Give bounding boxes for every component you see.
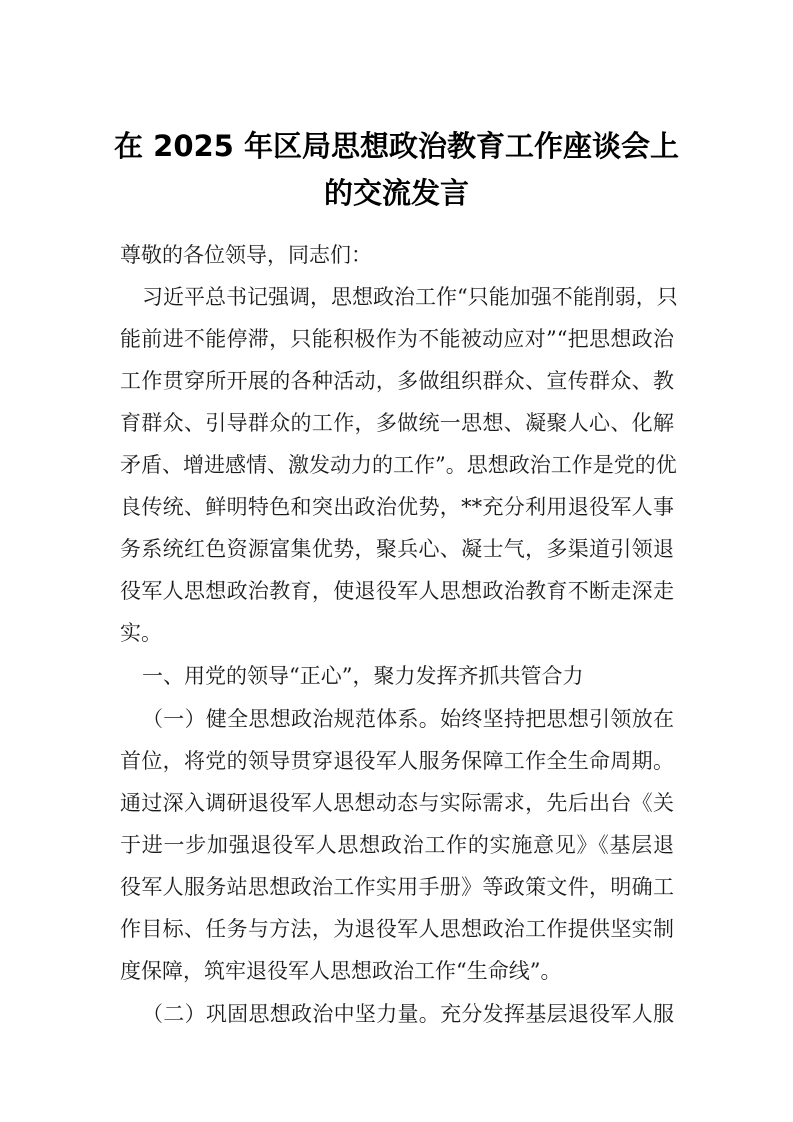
section-heading-line: [0, 656, 793, 696]
body-line: [0, 909, 793, 949]
salutation-line: [0, 235, 793, 275]
body-line: [0, 529, 793, 569]
paragraph-text: 育群众、引导群众的工作，多做统一思想、凝聚人心、化解: [120, 411, 674, 435]
body-line: [0, 994, 793, 1034]
document-title-line-1: 在 2025 年区局思想政治教育工作座谈会上: [114, 129, 679, 163]
paragraph-text: 务系统红色资源富集优势，聚兵心、凝士气，多渠道引领退: [120, 537, 674, 561]
body-line: [0, 277, 793, 317]
body-line: [0, 361, 793, 401]
paragraph-text: 度保障，筑牢退役军人思想政治工作“生命线”。: [120, 959, 562, 983]
paragraph-text: 作目标、任务与方法，为退役军人思想政治工作提供坚实制: [120, 917, 674, 941]
body-line: [0, 319, 793, 359]
body-line: [0, 867, 793, 907]
paragraph-text: 实。: [120, 621, 162, 645]
body-line: [0, 613, 793, 653]
body-line: [0, 571, 793, 611]
paragraph-text: 习近平总书记强调，思想政治工作“只能加强不能削弱，只: [142, 285, 678, 309]
paragraph-text: 能前进不能停滞，只能积极作为不能被动应对”“把思想政治: [120, 327, 674, 351]
body-line: [0, 951, 793, 991]
paragraph-text: 矛盾、增进感情、激发动力的工作”。思想政治工作是党的优: [120, 453, 677, 477]
paragraph-text: 役军人思想政治教育，使退役军人思想政治教育不断走深走: [120, 579, 674, 603]
paragraph-text: （二）巩固思想政治中坚力量。充分发挥基层退役军人服: [142, 1002, 674, 1026]
paragraph-text: 役军人服务站思想政治工作实用手册》等政策文件，明确工: [120, 875, 674, 899]
body-line: [0, 741, 793, 781]
body-line: [0, 783, 793, 823]
paragraph-text: 通过深入调研退役军人思想动态与实际需求，先后出台《关: [120, 791, 674, 815]
body-line: [0, 699, 793, 739]
body-line: [0, 825, 793, 865]
paragraph-text: 工作贯穿所开展的各种活动，多做组织群众、宣传群众、教: [120, 369, 674, 393]
paragraph-text: 良传统、鲜明特色和突出政治优势，**充分利用退役军人事: [120, 495, 674, 519]
paragraph-text: 于进一步加强退役军人思想政治工作的实施意见》《基层退: [120, 833, 674, 857]
paragraph-text: （一）健全思想政治规范体系。始终坚持把思想引领放在: [142, 707, 674, 731]
body-line: [0, 445, 793, 485]
salutation: 尊敬的各位领导，同志们：: [120, 243, 372, 267]
section-heading: 一、用党的领导“正心”，聚力发挥齐抓共管合力: [142, 664, 584, 688]
paragraph-text: 首位，将党的领导贯穿退役军人服务保障工作全生命周期。: [120, 749, 674, 773]
document-title-line-2: 的交流发言: [323, 176, 469, 210]
body-line: [0, 403, 793, 443]
body-line: [0, 487, 793, 527]
